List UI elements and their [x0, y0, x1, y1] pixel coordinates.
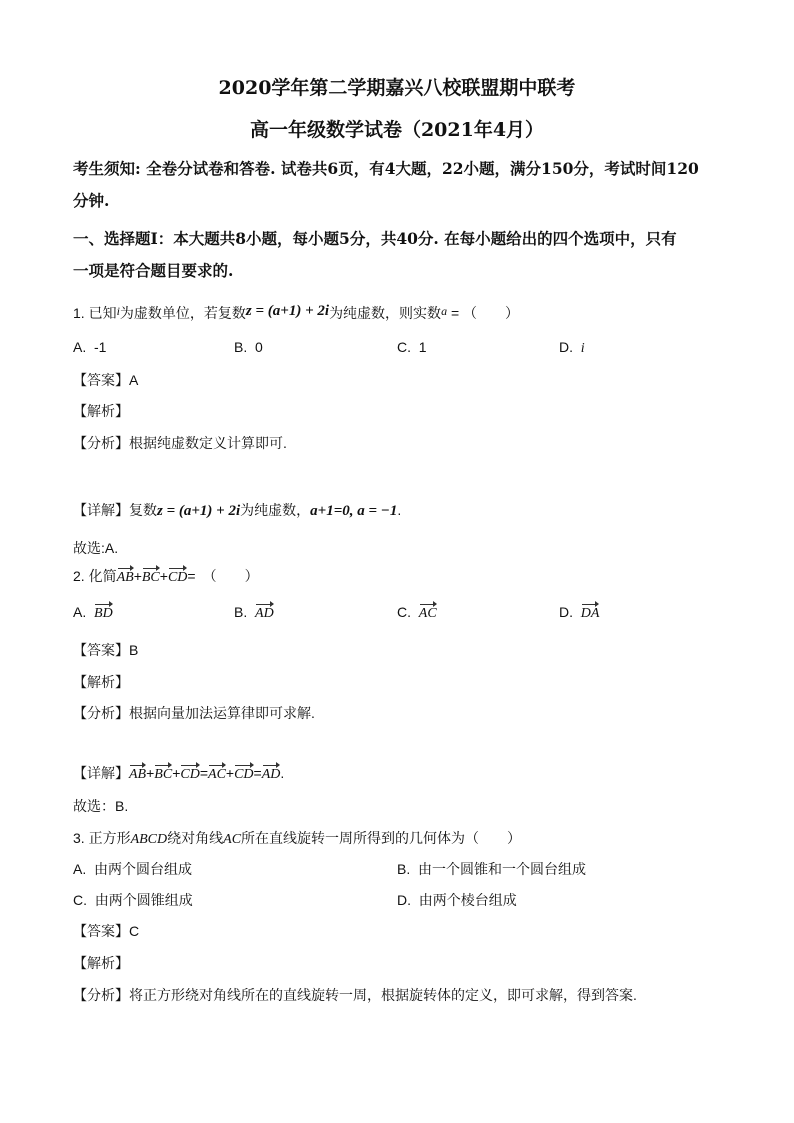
q1-jiexi-label: 【解析】 [73, 403, 129, 419]
notice-line-1: 考生须知: 全卷分试卷和答卷. 试卷共6页，有4大题，22小题，满分150分，考试时间120 [73, 159, 699, 178]
q2-detail: 【详解】AB+BC+CD=AC+CD=AD. [73, 765, 285, 782]
q3-analysis: 【分析】将正方形绕对角线所在的直线旋转一周，根据旋转体的定义，即可求解，得到答案. [73, 987, 637, 1003]
q3-answer: 【答案】C [73, 923, 140, 939]
q2-conclusion: 故选：B. [73, 798, 129, 814]
q1-complex-expr: z = (a+1) + 2i [245, 303, 330, 319]
q1-option-d: D. i [559, 339, 585, 356]
question-2-stem: 2. 化简AB+BC+CD= （ ） [73, 568, 259, 585]
question-3-stem: 3. 正方形ABCD绕对角线AC所在直线旋转一周所得到的几何体为（ ） [73, 830, 522, 847]
q2-analysis: 【分析】根据向量加法运算律即可求解. [73, 705, 315, 721]
notice-line-2: 分钟. [73, 191, 110, 210]
section-heading-line-1: 一、选择题Ⅰ：本大题共8小题，每小题5分，共40分. 在每小题给出的四个选项中，只有 [73, 229, 677, 248]
q1-conclusion: 故选:A. [73, 540, 119, 556]
section-heading-line-2: 一项是符合题目要求的. [73, 261, 234, 280]
q1-option-c: C. 1 [397, 339, 427, 355]
q3-option-d: D. 由两个棱台组成 [397, 892, 517, 908]
q1-detail: 【详解】复数z = (a+1) + 2i为纯虚数，a+1=0, a = −1. [73, 502, 402, 519]
q2-answer: 【答案】B [73, 642, 139, 658]
q3-jiexi-label: 【解析】 [73, 955, 129, 971]
exam-subtitle: 高一年级数学试卷（2021年4月） [249, 119, 545, 141]
q3-option-c: C. 由两个圆锥组成 [73, 892, 193, 908]
q3-option-a: A. 由两个圆台组成 [73, 861, 193, 877]
q3-option-b: B. 由一个圆锥和一个圆台组成 [397, 861, 587, 877]
q1-option-b: B. 0 [234, 339, 263, 355]
q2-option-d: D. DA [559, 604, 600, 621]
q1-option-a: A. -1 [73, 339, 107, 355]
q2-jiexi-label: 【解析】 [73, 674, 129, 690]
q1-analysis: 【分析】根据纯虚数定义计算即可. [73, 435, 287, 451]
q1-answer: 【答案】A [73, 372, 139, 388]
q2-option-c: C. AC [397, 604, 437, 621]
question-1-stem: 1. 已知i为虚数单位，若复数z = (a+1) + 2i为纯虚数，则实数a = （ ） [73, 303, 520, 321]
q2-option-a: A. BD [73, 604, 113, 621]
exam-title: 2020学年第二学期嘉兴八校联盟期中联考 [218, 77, 576, 99]
q2-option-b: B. AD [234, 604, 274, 621]
